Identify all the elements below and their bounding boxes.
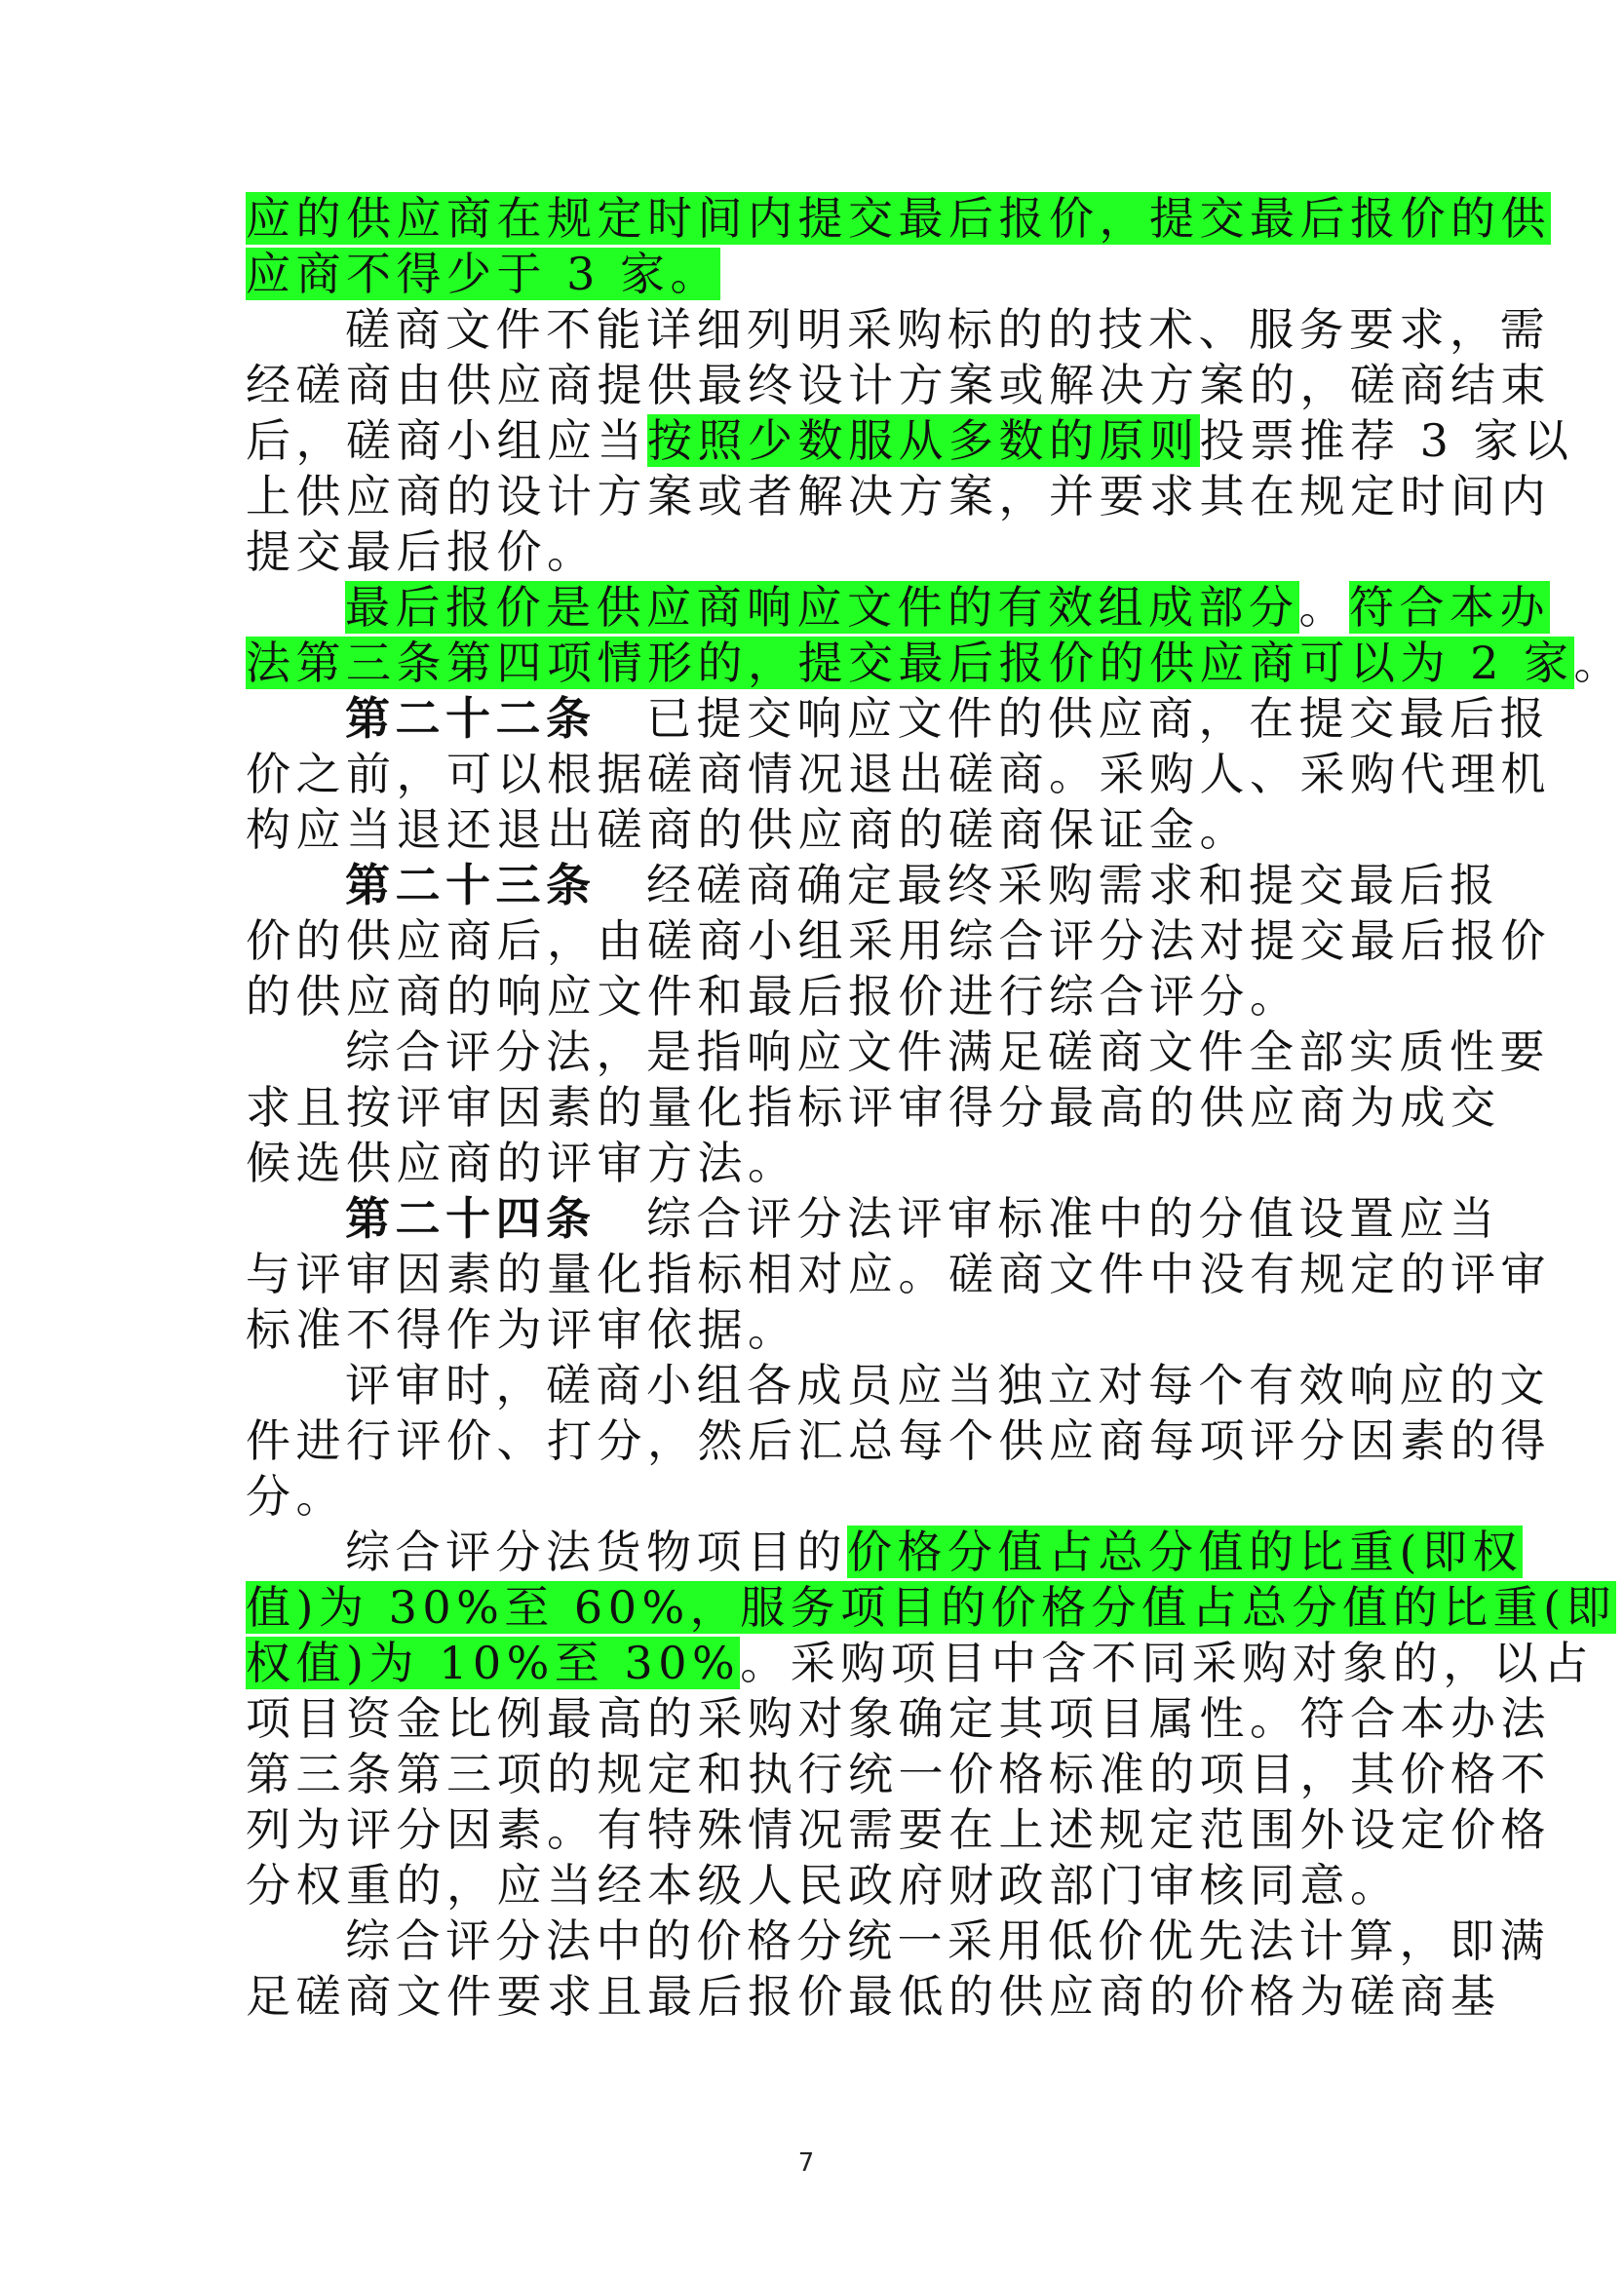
text-segment: 磋商文件不能详细列明采购标的的技术、服务要求，需 bbox=[345, 303, 1550, 356]
text-segment: 投票推荐 3 家以 bbox=[1199, 414, 1574, 467]
text-line bbox=[246, 1858, 1401, 1913]
text-segment: 件进行评价、打分，然后汇总每个供应商每项评分因素的得 bbox=[246, 1414, 1551, 1467]
text-segment: 提交最后报价。 bbox=[246, 525, 598, 578]
text-segment: 求且按评审因素的量化指标评审得分最高的供应商为成交 bbox=[246, 1081, 1501, 1134]
text-segment: 第三条第三项的规定和执行统一价格标准的项目，其价格不 bbox=[246, 1748, 1551, 1800]
text-segment: 分。 bbox=[246, 1470, 346, 1523]
text-line bbox=[246, 413, 1574, 469]
text-line bbox=[246, 913, 1551, 969]
text-segment: 综合评分法货物项目的 bbox=[345, 1526, 847, 1578]
text-line bbox=[246, 1358, 1550, 1413]
text-segment: 综合评分法中的价格分统一采用低价优先法计算，即满 bbox=[345, 1914, 1550, 1967]
text-line bbox=[246, 691, 1550, 747]
text-segment: 经磋商确定最终采购需求和提交最后报 bbox=[596, 859, 1500, 911]
text-segment: 综合评分法评审标准中的分值设置应当 bbox=[596, 1192, 1500, 1245]
text-segment: 综合评分法，是指响应文件满足磋商文件全部实质性要 bbox=[345, 1025, 1550, 1078]
article-heading: 第二十三条 bbox=[345, 859, 597, 911]
text-line bbox=[246, 1080, 1501, 1136]
text-line bbox=[246, 636, 1624, 691]
text-line bbox=[246, 1802, 1551, 1858]
text-line bbox=[246, 969, 1386, 1024]
text-segment: 评审时，磋商小组各成员应当独立对每个有效响应的文 bbox=[345, 1359, 1550, 1411]
article-heading: 第二十四条 bbox=[345, 1192, 597, 1245]
text-segment: 经磋商由供应商提供最终设计方案或解决方案的，磋商结束 bbox=[246, 359, 1551, 411]
text-segment: 项目资金比例最高的采购对象确定其项目属性。符合本办法 bbox=[246, 1692, 1551, 1745]
text-line bbox=[246, 580, 1550, 636]
text-line bbox=[246, 1969, 1501, 2025]
article-heading: 第二十二条 bbox=[345, 692, 597, 745]
text-line bbox=[246, 1580, 1617, 1636]
text-segment: 候选供应商的评审方法。 bbox=[246, 1137, 798, 1189]
text-segment: 。 bbox=[1573, 637, 1624, 689]
text-line bbox=[246, 1636, 1594, 1691]
text-line bbox=[246, 1691, 1551, 1747]
text-segment: 后，磋商小组应当 bbox=[246, 414, 647, 467]
text-line bbox=[246, 358, 1551, 413]
text-segment: 已提交响应文件的供应商，在提交最后报 bbox=[596, 692, 1550, 745]
text-line bbox=[246, 191, 1551, 247]
text-line bbox=[246, 1191, 1500, 1247]
text-line bbox=[246, 1747, 1551, 1802]
text-segment: 上供应商的设计方案或者解决方案，并要求其在规定时间内 bbox=[246, 470, 1551, 522]
text-line bbox=[246, 858, 1500, 913]
text-segment: 分权重的，应当经本级人民政府财政部门审核同意。 bbox=[246, 1859, 1401, 1912]
body-text bbox=[246, 191, 1624, 2025]
highlighted-text: 价格分值占总分值的比重(即权 bbox=[847, 1526, 1523, 1578]
text-line bbox=[246, 1525, 1523, 1580]
text-line bbox=[246, 747, 1551, 802]
text-line bbox=[246, 524, 1386, 580]
text-line bbox=[246, 1913, 1550, 1969]
highlighted-text: 值)为 30%至 60%，服务项目的价格分值占总分值的比重(即 bbox=[246, 1581, 1617, 1634]
highlighted-text: 应的供应商在规定时间内提交最后报价，提交最后报价的供 bbox=[246, 192, 1551, 245]
text-line bbox=[246, 1413, 1551, 1469]
highlighted-text: 按照少数服从多数的原则 bbox=[647, 414, 1200, 467]
text-segment: 与评审因素的量化指标相对应。磋商文件中没有规定的评审 bbox=[246, 1248, 1551, 1300]
text-line bbox=[246, 1136, 1386, 1191]
text-line bbox=[246, 1024, 1550, 1080]
text-segment: 构应当退还退出磋商的供应商的磋商保证金。 bbox=[246, 803, 1250, 856]
text-segment: 标准不得作为评审依据。 bbox=[246, 1303, 798, 1356]
text-line bbox=[246, 1469, 1386, 1525]
text-segment: 价之前，可以根据磋商情况退出磋商。采购人、采购代理机 bbox=[246, 748, 1551, 800]
text-line bbox=[246, 302, 1550, 358]
text-line bbox=[246, 802, 1386, 858]
text-segment: 。采购项目中含不同采购对象的，以占 bbox=[740, 1637, 1594, 1689]
page-number: 7 bbox=[797, 2148, 815, 2178]
highlighted-text: 应商不得少于 3 家。 bbox=[246, 248, 721, 300]
text-line bbox=[246, 1247, 1551, 1302]
highlighted-text: 符合本办 bbox=[1349, 581, 1550, 634]
text-line bbox=[246, 247, 1386, 302]
text-segment: 列为评分因素。有特殊情况需要在上述规定范围外设定价格 bbox=[246, 1803, 1551, 1856]
highlighted-text: 法第三条第四项情形的，提交最后报价的供应商可以为 2 家 bbox=[246, 637, 1574, 689]
text-segment: 的供应商的响应文件和最后报价进行综合评分。 bbox=[246, 970, 1300, 1023]
text-segment: 足磋商文件要求且最后报价最低的供应商的价格为磋商基 bbox=[246, 1970, 1501, 2023]
text-segment: 。 bbox=[1298, 581, 1349, 634]
text-line bbox=[246, 469, 1551, 524]
highlighted-text: 最后报价是供应商响应文件的有效组成部分 bbox=[345, 581, 1299, 634]
text-line bbox=[246, 1302, 1386, 1358]
text-segment: 价的供应商后，由磋商小组采用综合评分法对提交最后报价 bbox=[246, 914, 1551, 967]
highlighted-text: 权值)为 10%至 30% bbox=[246, 1637, 741, 1689]
